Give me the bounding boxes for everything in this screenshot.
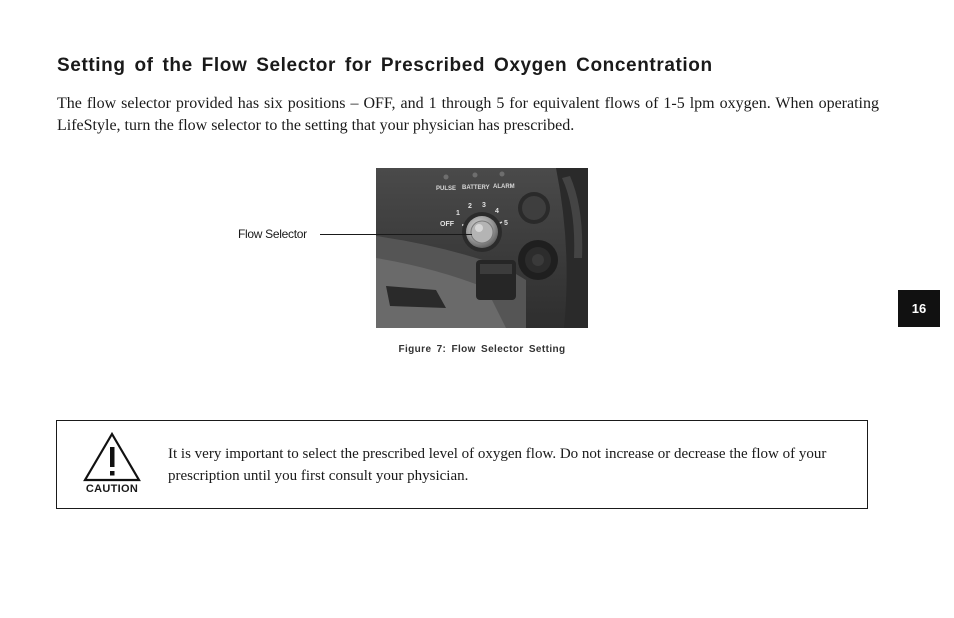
- pulse-label: PULSE: [436, 186, 457, 192]
- caution-box: [56, 420, 868, 509]
- battery-label: BATTERY: [462, 185, 490, 191]
- device-panel-illustration: [376, 168, 588, 328]
- dial-label-off: OFF: [440, 221, 454, 228]
- flow-selector-callout-label: Flow Selector: [238, 227, 307, 241]
- dial-label-3: 3: [482, 202, 486, 209]
- dial-label-5: 5: [504, 220, 508, 227]
- callout-leader-line: [320, 234, 472, 235]
- figure-caption: Figure 7: Flow Selector Setting: [398, 344, 566, 355]
- intro-paragraph: The flow selector provided has six positions – OFF, and 1 through 5 for equivalent flows of 1-5 lpm oxygen. When operating LifeStyle, turn the flow selector to the setting that your physician has prescribed.: [57, 95, 879, 134]
- dial-label-4: 4: [495, 208, 499, 215]
- warning-triangle-icon: [81, 431, 143, 483]
- dial-label-2: 2: [468, 203, 472, 210]
- caution-text: It is very important to select the prescribed level of oxygen flow. Do not increase or decrease the flow of your prescription until you first consult your physician.: [168, 446, 827, 484]
- battery-led: [473, 173, 478, 178]
- dial-label-1: 1: [456, 210, 460, 217]
- page-number: 16: [911, 301, 927, 316]
- section-heading: Setting of the Flow Selector for Prescribed Oxygen Concentration: [57, 55, 713, 76]
- caution-label: CAUTION: [85, 483, 139, 495]
- flow-selector-photo: [376, 168, 588, 328]
- flow-selector-knob[interactable]: [462, 212, 502, 252]
- pulse-led: [444, 175, 449, 180]
- alarm-label: ALARM: [493, 184, 515, 190]
- alarm-led: [500, 172, 505, 177]
- page-number-tab: [898, 290, 940, 327]
